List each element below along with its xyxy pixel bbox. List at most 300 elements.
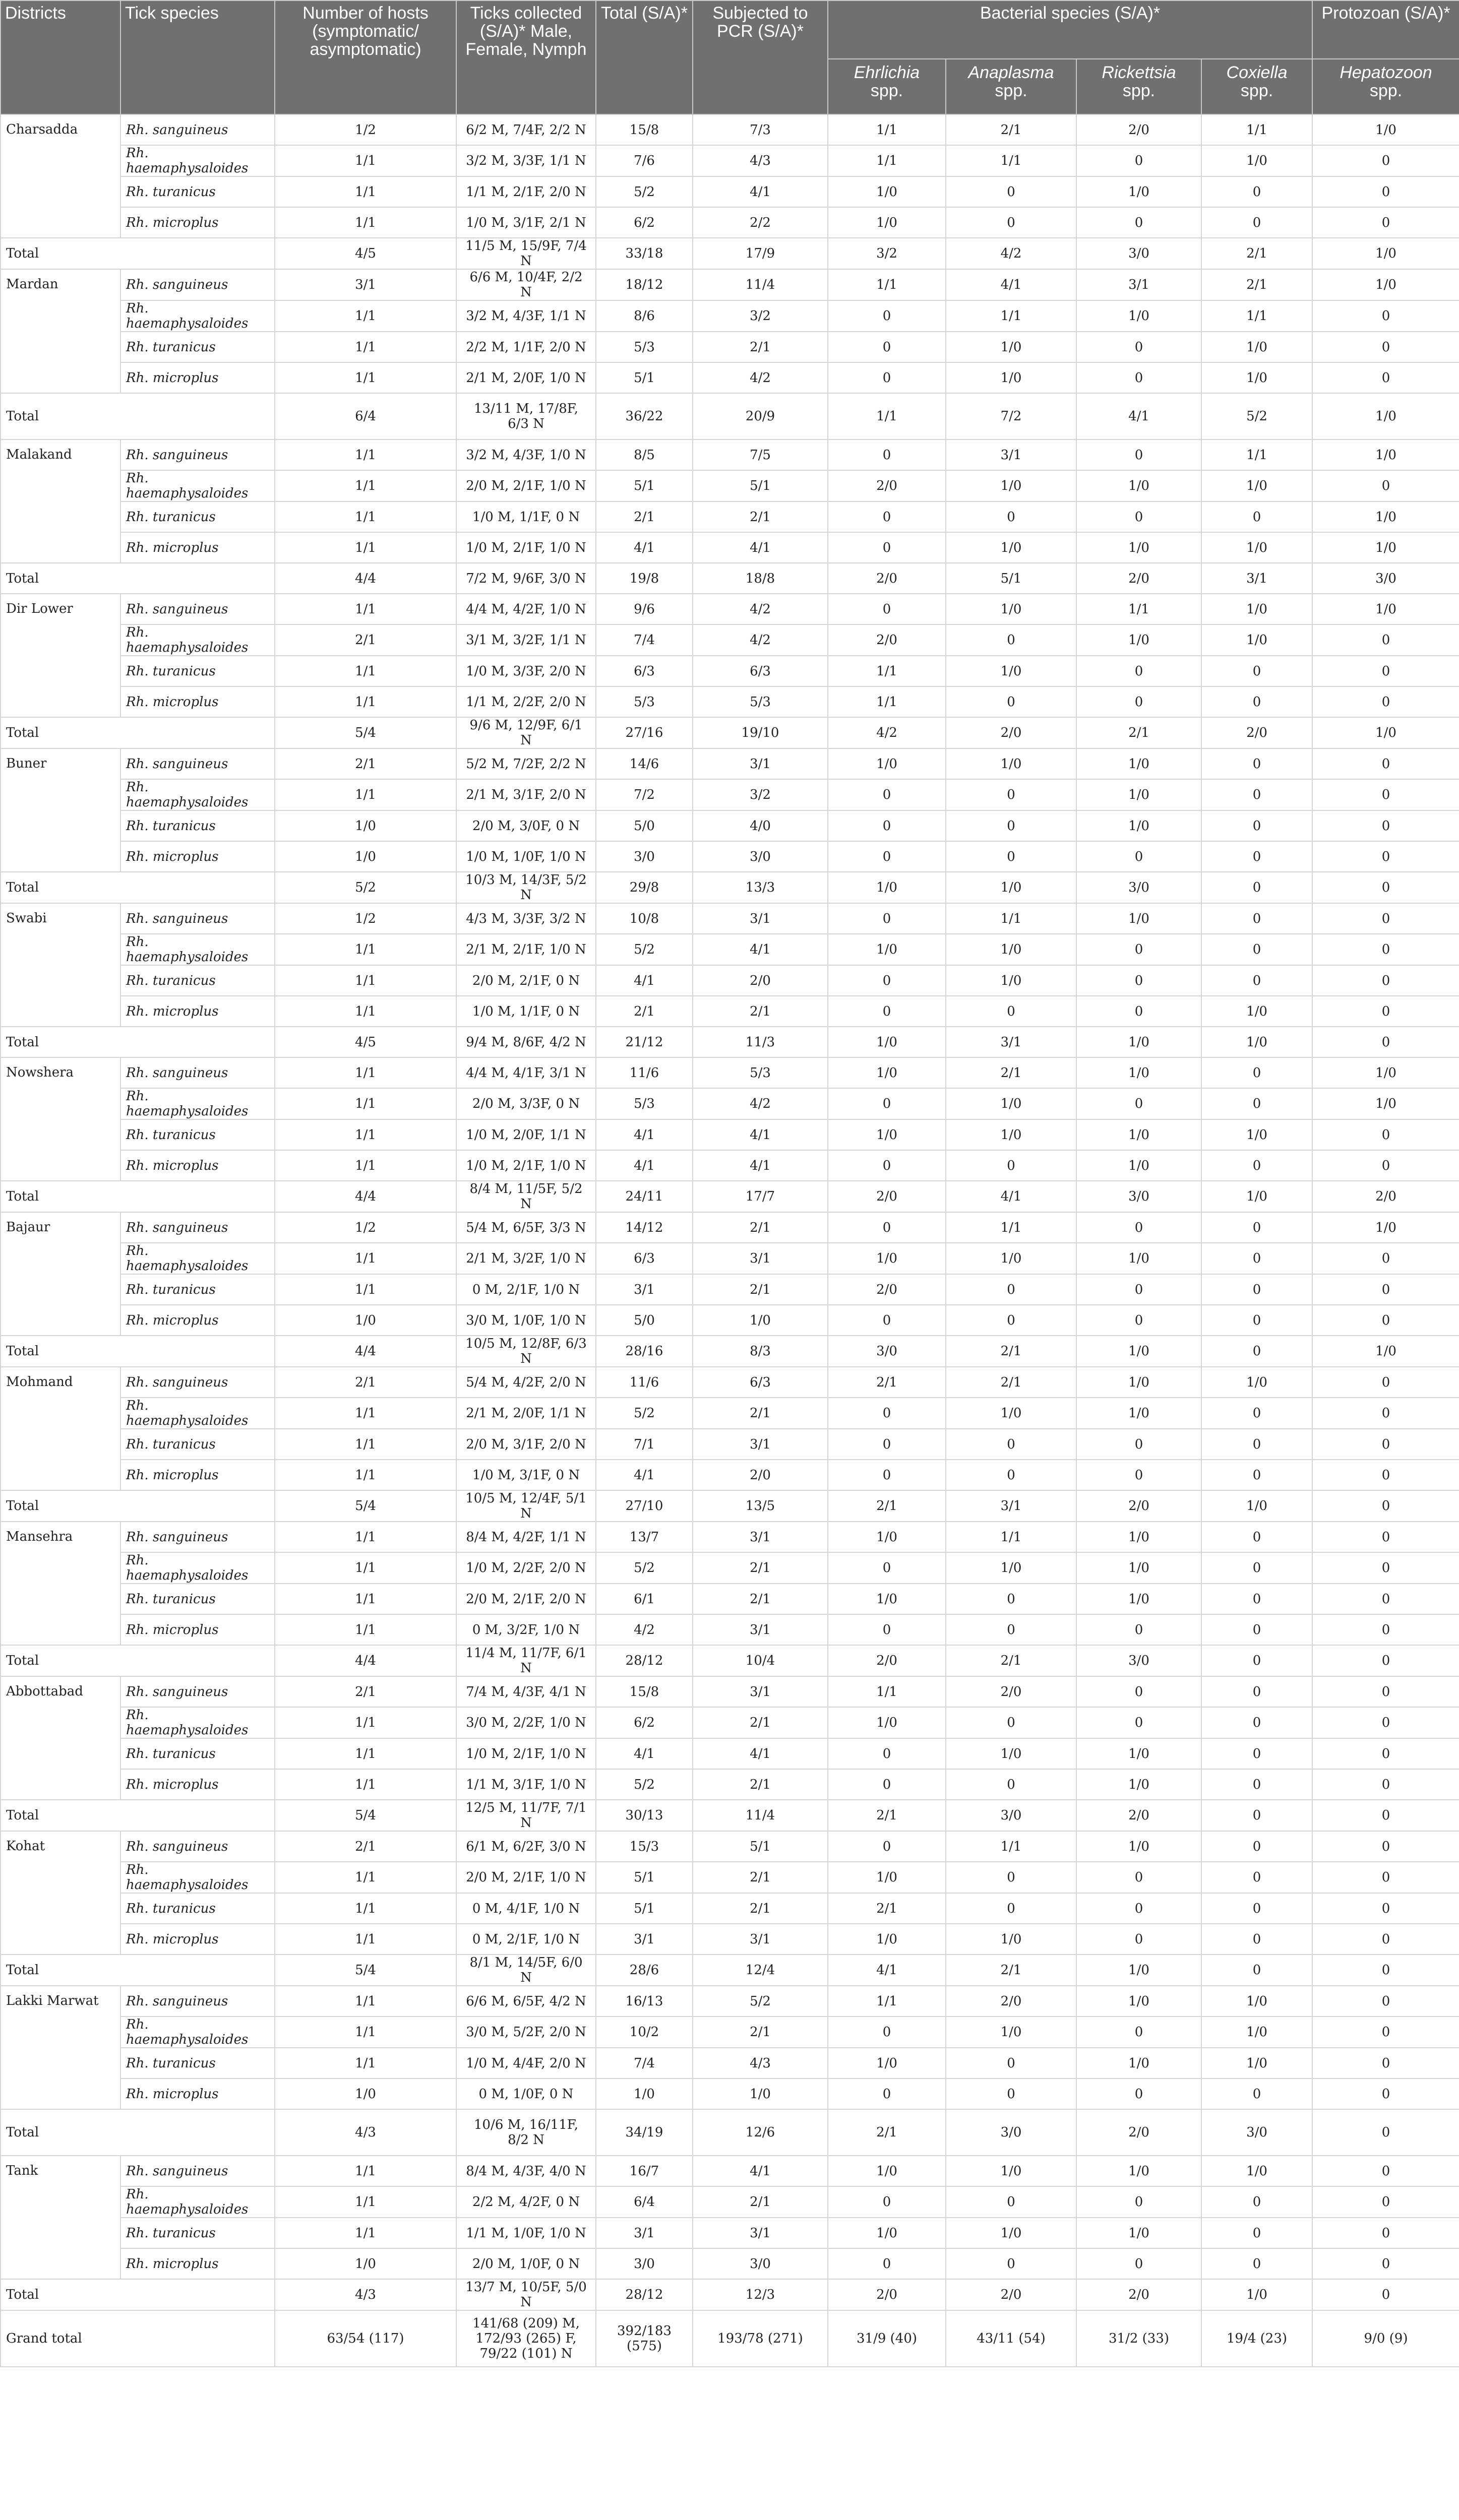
genus-coxiella: Coxiella (1226, 63, 1288, 82)
table-cell: 0 (828, 594, 946, 624)
table-cell: 0 (1201, 2218, 1312, 2248)
total-cell: 21/12 (596, 1027, 693, 1057)
total-cell: 11/4 (693, 1800, 828, 1831)
total-label: Total (1, 563, 275, 594)
total-cell: 27/10 (596, 1490, 693, 1522)
total-cell: 4/4 (275, 1645, 456, 1676)
header-anaplasma (946, 59, 1076, 114)
table-cell: 3/2 (693, 300, 828, 332)
table-cell: 1/0 (1076, 1584, 1201, 1614)
table-cell: 0 (828, 300, 946, 332)
table-cell: 1/0 (275, 810, 456, 841)
table-cell: 1/1 (275, 145, 456, 176)
table-cell: 1/0 (1312, 501, 1459, 532)
table-cell: 0 (828, 841, 946, 872)
table-cell: 0 (946, 1707, 1076, 1738)
table-cell: 1/1 (828, 686, 946, 717)
table-cell: 2/1 (828, 1367, 946, 1398)
table-cell: 0 (1201, 686, 1312, 717)
total-cell: 1/0 (1076, 1336, 1201, 1367)
table-cell: 0 (828, 779, 946, 810)
table-cell: 0 (946, 1274, 1076, 1305)
table-cell: 2/0 (946, 1986, 1076, 2017)
table-cell: 1/1 (946, 300, 1076, 332)
table-cell: 6/1 M, 6/2F, 3/0 N (456, 1831, 596, 1862)
table-cell: 0 (1312, 1367, 1459, 1398)
table-cell: 2/0 (828, 624, 946, 656)
spp-label: spp. (995, 81, 1027, 100)
table-row (1, 1522, 1459, 1552)
table-cell: 1/0 (1076, 1150, 1201, 1181)
table-cell: 7/4 M, 4/3F, 4/1 N (456, 1676, 596, 1707)
table-row (1, 501, 1459, 532)
table-cell: 4/1 (693, 1150, 828, 1181)
total-label: Total (1, 1800, 275, 1831)
table-cell: 0 (1076, 1212, 1201, 1243)
table-cell: 3/0 M, 5/2F, 2/0 N (456, 2017, 596, 2048)
table-cell: 2/2 M, 4/2F, 0 N (456, 2186, 596, 2218)
table-cell: 1/1 (275, 1893, 456, 1924)
table-cell: 0 (946, 841, 1076, 872)
table-cell: 0 (1201, 1614, 1312, 1645)
table-cell: 1/1 M, 2/1F, 2/0 N (456, 176, 596, 207)
table-cell: 3/0 (596, 841, 693, 872)
tick-species: Rh. turanicus (120, 965, 275, 996)
table-row (1, 1614, 1459, 1645)
table-cell: 0 (1201, 2078, 1312, 2109)
table-cell: 0 (946, 176, 1076, 207)
table-cell: 0 (1201, 1274, 1312, 1305)
table-cell: 0 (946, 1862, 1076, 1893)
table-cell: 2/0 M, 2/1F, 0 N (456, 965, 596, 996)
table-cell: 0 (1201, 1893, 1312, 1924)
table-cell: 1/0 (828, 1924, 946, 1955)
total-cell: 1/0 (1076, 1027, 1201, 1057)
tick-species: Rh. sanguineus (120, 1676, 275, 1707)
table-cell: 2/2 (693, 207, 828, 238)
district-name: Charsadda (1, 114, 120, 238)
table-row (1, 362, 1459, 393)
table-cell: 6/6 M, 10/4F, 2/2 N (456, 269, 596, 300)
table-cell: 2/1 (693, 1893, 828, 1924)
total-cell: 2/0 (1201, 717, 1312, 748)
table-cell: 3/0 M, 2/2F, 1/0 N (456, 1707, 596, 1738)
tick-species: Rh. sanguineus (120, 1057, 275, 1088)
table-cell: 0 (1312, 2248, 1459, 2279)
total-cell: 29/8 (596, 872, 693, 903)
table-cell: 0 (1076, 1862, 1201, 1893)
table-cell: 7/4 (596, 624, 693, 656)
table-cell: 0 (946, 2048, 1076, 2078)
table-cell: 1/1 (275, 1398, 456, 1429)
tick-species: Rh. haemaphysaloides (120, 624, 275, 656)
table-cell: 3/2 M, 4/3F, 1/0 N (456, 439, 596, 470)
table-cell: 2/0 (828, 470, 946, 501)
table-cell: 0 (1076, 1274, 1201, 1305)
table-cell: 0 (1076, 1676, 1201, 1707)
table-cell: 0 (1312, 841, 1459, 872)
tick-species: Rh. sanguineus (120, 1367, 275, 1398)
table-cell: 2/0 (1076, 114, 1201, 145)
table-cell: 2/0 (946, 1676, 1076, 1707)
table-cell: 1/1 (275, 1274, 456, 1305)
total-cell: 8/4 M, 11/5F, 5/2 N (456, 1181, 596, 1212)
tick-species: Rh. microplus (120, 2248, 275, 2279)
tick-species: Rh. sanguineus (120, 1522, 275, 1552)
table-cell: 1/1 (275, 1057, 456, 1088)
table-cell: 4/1 (693, 532, 828, 563)
tick-species: Rh. microplus (120, 2078, 275, 2109)
table-row (1, 1212, 1459, 1243)
table-cell: 1/0 (946, 2017, 1076, 2048)
table-row (1, 114, 1459, 145)
table-cell: 1/0 (946, 1398, 1076, 1429)
total-cell: 5/2 (1201, 393, 1312, 439)
total-cell: 10/3 M, 14/3F, 5/2 N (456, 872, 596, 903)
table-row (1, 748, 1459, 779)
table-cell: 1/0 M, 2/2F, 2/0 N (456, 1552, 596, 1584)
table-cell: 1/0 (275, 2248, 456, 2279)
table-cell: 0 (1201, 965, 1312, 996)
total-cell: 1/0 (1201, 1490, 1312, 1522)
district-name: Nowshera (1, 1057, 120, 1181)
table-cell: 1/0 (828, 748, 946, 779)
table-cell: 0 (828, 1460, 946, 1490)
table-cell: 2/1 M, 2/0F, 1/1 N (456, 1398, 596, 1429)
table-cell: 1/0 (1312, 1057, 1459, 1088)
header-hepatozoon (1312, 59, 1459, 114)
table-cell: 1/1 (275, 934, 456, 965)
table-cell: 1/0 (828, 2048, 946, 2078)
table-cell: 2/1 (693, 1398, 828, 1429)
table-cell: 0 (1076, 207, 1201, 238)
table-cell: 0 (1312, 1986, 1459, 2017)
table-cell: 1/0 (828, 207, 946, 238)
table-cell: 1/1 (275, 1584, 456, 1614)
table-cell: 0 (1312, 2186, 1459, 2218)
total-cell: 8/1 M, 14/5F, 6/0 N (456, 1955, 596, 1986)
total-cell: 0 (1312, 2279, 1459, 2310)
table-row (1, 779, 1459, 810)
table-cell: 1/0 (946, 532, 1076, 563)
table-cell: 10/8 (596, 903, 693, 934)
district-name: Swabi (1, 903, 120, 1027)
table-cell: 0 (828, 2017, 946, 2048)
table-cell: 5/4 M, 4/2F, 2/0 N (456, 1367, 596, 1398)
table-row (1, 1584, 1459, 1614)
table-cell: 0 (828, 1738, 946, 1769)
table-cell: 1/0 (946, 1552, 1076, 1584)
table-row (1, 1367, 1459, 1398)
table-cell: 0 M, 1/0F, 0 N (456, 2078, 596, 2109)
total-cell: 2/0 (946, 717, 1076, 748)
tick-species: Rh. turanicus (120, 2218, 275, 2248)
table-cell: 5/1 (596, 470, 693, 501)
table-cell: 1/0 (1076, 300, 1201, 332)
table-cell: 6/2 M, 7/4F, 2/2 N (456, 114, 596, 145)
table-cell: 1/0 (1076, 1398, 1201, 1429)
tick-species: Rh. haemaphysaloides (120, 1243, 275, 1274)
total-cell: 0 (1201, 1800, 1312, 1831)
table-cell: 5/1 (596, 362, 693, 393)
table-row (1, 1057, 1459, 1088)
table-row (1, 1676, 1459, 1707)
table-cell: 2/0 (693, 965, 828, 996)
total-cell: 2/0 (828, 1181, 946, 1212)
total-cell: 3/0 (1201, 2109, 1312, 2156)
table-cell: 15/8 (596, 114, 693, 145)
table-cell: 2/1 (693, 1274, 828, 1305)
table-cell: 1/1 (275, 965, 456, 996)
table-row (1, 1862, 1459, 1893)
table-cell: 0 (828, 1614, 946, 1645)
table-cell: 0 (828, 2248, 946, 2279)
table-cell: 1/0 (1201, 2156, 1312, 2186)
table-cell: 2/1 (693, 1862, 828, 1893)
table-cell: 1/0 (1076, 2048, 1201, 2078)
table-cell: 0 (946, 2186, 1076, 2218)
table-cell: 1/0 M, 1/1F, 0 N (456, 501, 596, 532)
table-row (1, 1398, 1459, 1429)
table-cell: 0 (1076, 1707, 1201, 1738)
table-cell: 0 (828, 501, 946, 532)
table-cell: 1/0 (1076, 1831, 1201, 1862)
table-cell: 4/2 (693, 362, 828, 393)
total-row (1, 1800, 1459, 1831)
table-cell: 1/0 (946, 1119, 1076, 1150)
total-cell: 0 (1312, 1490, 1459, 1522)
table-cell: 0 (1201, 501, 1312, 532)
table-cell: 1/0 (828, 1119, 946, 1150)
table-cell: 2/1 (693, 1584, 828, 1614)
genus-rickettsia: Rickettsia (1102, 63, 1176, 82)
table-cell: 0 (828, 2078, 946, 2109)
table-row (1, 1119, 1459, 1150)
table-cell: 5/1 (693, 1831, 828, 1862)
total-cell: 2/1 (1201, 238, 1312, 269)
total-cell: 10/6 M, 16/11F, 8/2 N (456, 2109, 596, 2156)
total-label: Total (1, 872, 275, 903)
tick-species: Rh. microplus (120, 686, 275, 717)
tick-species: Rh. microplus (120, 841, 275, 872)
grand-total-cell: 19/4 (23) (1201, 2310, 1312, 2367)
total-row (1, 2279, 1459, 2310)
table-row (1, 1831, 1459, 1862)
district-name: Mohmand (1, 1367, 120, 1490)
total-cell: 13/5 (693, 1490, 828, 1522)
table-cell: 1/0 (1201, 2017, 1312, 2048)
table-cell: 18/12 (596, 269, 693, 300)
spp-label: spp. (870, 81, 903, 100)
total-cell: 17/7 (693, 1181, 828, 1212)
header-pcr: Subjected to PCR (S/A)* (693, 1, 828, 114)
district-name: Abbottabad (1, 1676, 120, 1800)
table-row (1, 2078, 1459, 2109)
total-cell: 27/16 (596, 717, 693, 748)
grand-total-cell: 9/0 (9) (1312, 2310, 1459, 2367)
table-cell: 11/6 (596, 1367, 693, 1398)
table-cell: 5/2 (596, 1552, 693, 1584)
table-row (1, 1924, 1459, 1955)
table-cell: 1/0 (1201, 1367, 1312, 1398)
table-cell: 4/1 (693, 1119, 828, 1150)
table-cell: 1/0 (828, 176, 946, 207)
table-cell: 5/2 (693, 1986, 828, 2017)
table-cell: 0 (1312, 903, 1459, 934)
total-cell: 2/0 (1312, 1181, 1459, 1212)
district-name: Mansehra (1, 1522, 120, 1645)
table-cell: 2/0 (828, 1274, 946, 1305)
table-cell: 0 (946, 1429, 1076, 1460)
table-row (1, 1738, 1459, 1769)
table-row (1, 996, 1459, 1027)
table-cell: 1/0 (1076, 470, 1201, 501)
tick-species: Rh. turanicus (120, 1119, 275, 1150)
total-cell: 10/4 (693, 1645, 828, 1676)
table-cell: 0 (828, 1429, 946, 1460)
table-cell: 0 (1076, 1088, 1201, 1119)
table-cell: 5/3 (693, 686, 828, 717)
table-cell: 4/2 (693, 624, 828, 656)
total-label: Total (1, 2109, 275, 2156)
table-cell: 3/1 (596, 2218, 693, 2248)
total-cell: 2/1 (828, 1800, 946, 1831)
table-cell: 4/1 (596, 965, 693, 996)
total-cell: 1/0 (1312, 717, 1459, 748)
tick-species: Rh. haemaphysaloides (120, 470, 275, 501)
table-cell: 4/2 (596, 1614, 693, 1645)
total-cell: 4/2 (946, 238, 1076, 269)
table-cell: 1/0 (946, 1924, 1076, 1955)
total-cell: 0 (1312, 872, 1459, 903)
table-row (1, 934, 1459, 965)
total-cell: 0 (1312, 1645, 1459, 1676)
table-cell: 0 (1076, 145, 1201, 176)
table-cell: 1/0 (828, 1584, 946, 1614)
table-cell: 1/0 (1076, 779, 1201, 810)
tick-species: Rh. microplus (120, 1305, 275, 1336)
table-cell: 1/1 (275, 1986, 456, 2017)
table-cell: 0 M, 4/1F, 1/0 N (456, 1893, 596, 1924)
table-cell: 2/1 (275, 624, 456, 656)
total-cell: 24/11 (596, 1181, 693, 1212)
table-cell: 0 (1312, 2078, 1459, 2109)
total-cell: 3/0 (1312, 563, 1459, 594)
table-cell: 2/1 (693, 1552, 828, 1584)
table-cell: 0 (946, 501, 1076, 532)
table-cell: 6/2 (596, 207, 693, 238)
total-cell: 3/0 (946, 1800, 1076, 1831)
table-row (1, 1769, 1459, 1800)
table-row (1, 965, 1459, 996)
table-cell: 0 (946, 207, 1076, 238)
total-cell: 4/1 (828, 1955, 946, 1986)
table-cell: 2/2 M, 1/1F, 2/0 N (456, 332, 596, 362)
table-row (1, 1305, 1459, 1336)
table-row (1, 145, 1459, 176)
table-row (1, 439, 1459, 470)
table-cell: 1/0 (1076, 1986, 1201, 2017)
table-cell: 0 (1312, 1274, 1459, 1305)
total-row (1, 563, 1459, 594)
table-cell: 1/1 (275, 207, 456, 238)
table-cell: 0 (946, 1769, 1076, 1800)
table-cell: 1/1 (275, 1243, 456, 1274)
table-cell: 1/1 (828, 656, 946, 686)
total-cell: 3/1 (1201, 563, 1312, 594)
table-cell: 2/0 M, 3/1F, 2/0 N (456, 1429, 596, 1460)
table-cell: 1/1 (275, 2156, 456, 2186)
table-cell: 1/1 (828, 269, 946, 300)
table-cell: 2/1 (275, 1831, 456, 1862)
table-cell: 1/1 (275, 1738, 456, 1769)
table-cell: 1/0 M, 2/1F, 1/0 N (456, 1738, 596, 1769)
table-cell: 1/1 (275, 2218, 456, 2248)
table-cell: 1/1 (275, 1552, 456, 1584)
table-cell: 15/3 (596, 1831, 693, 1862)
table-cell: 2/1 (596, 996, 693, 1027)
total-cell: 4/4 (275, 1336, 456, 1367)
total-label: Total (1, 2279, 275, 2310)
table-cell: 0 (1201, 1738, 1312, 1769)
total-cell: 5/1 (946, 563, 1076, 594)
table-cell: 1/0 (1076, 810, 1201, 841)
table-row (1, 1243, 1459, 1274)
table-row (1, 1986, 1459, 2017)
table-cell: 3/1 (693, 1924, 828, 1955)
table-cell: 0 (828, 1305, 946, 1336)
tick-species: Rh. microplus (120, 996, 275, 1027)
total-label: Total (1, 1181, 275, 1212)
table-cell: 4/2 (693, 1088, 828, 1119)
total-cell: 1/0 (1312, 238, 1459, 269)
table-cell: 2/0 M, 2/1F, 1/0 N (456, 1862, 596, 1893)
table-cell: 1/0 (1201, 362, 1312, 393)
tick-species: Rh. turanicus (120, 332, 275, 362)
table-cell: 0 (828, 362, 946, 393)
table-cell: 1/1 M, 3/1F, 1/0 N (456, 1769, 596, 1800)
table-cell: 2/1 (693, 2186, 828, 2218)
table-cell: 1/0 (1076, 1367, 1201, 1398)
tick-species: Rh. haemaphysaloides (120, 300, 275, 332)
table-cell: 5/2 (596, 1398, 693, 1429)
table-cell: 0 (1076, 2248, 1201, 2279)
total-row (1, 717, 1459, 748)
table-cell: 0 (828, 1552, 946, 1584)
total-label: Total (1, 238, 275, 269)
district-name: Buner (1, 748, 120, 872)
table-cell: 2/1 (693, 501, 828, 532)
table-cell: 0 (1201, 748, 1312, 779)
total-cell: 8/3 (693, 1336, 828, 1367)
total-cell: 3/0 (1076, 1181, 1201, 1212)
table-cell: 0 (946, 779, 1076, 810)
table-cell: 0 (1312, 2156, 1459, 2186)
table-cell: 0 (946, 1893, 1076, 1924)
table-cell: 1/0 (946, 2156, 1076, 2186)
table-cell: 0 (946, 1584, 1076, 1614)
total-cell: 34/19 (596, 2109, 693, 2156)
district-name: Kohat (1, 1831, 120, 1955)
total-cell: 9/6 M, 12/9F, 6/1 N (456, 717, 596, 748)
spp-label: spp. (1122, 81, 1156, 100)
table-cell: 7/2 (596, 779, 693, 810)
table-cell: 0 (1312, 1150, 1459, 1181)
table-cell: 2/0 M, 2/1F, 1/0 N (456, 470, 596, 501)
table-cell: 1/0 (1076, 532, 1201, 563)
table-cell: 0 (828, 532, 946, 563)
table-row (1, 1707, 1459, 1738)
